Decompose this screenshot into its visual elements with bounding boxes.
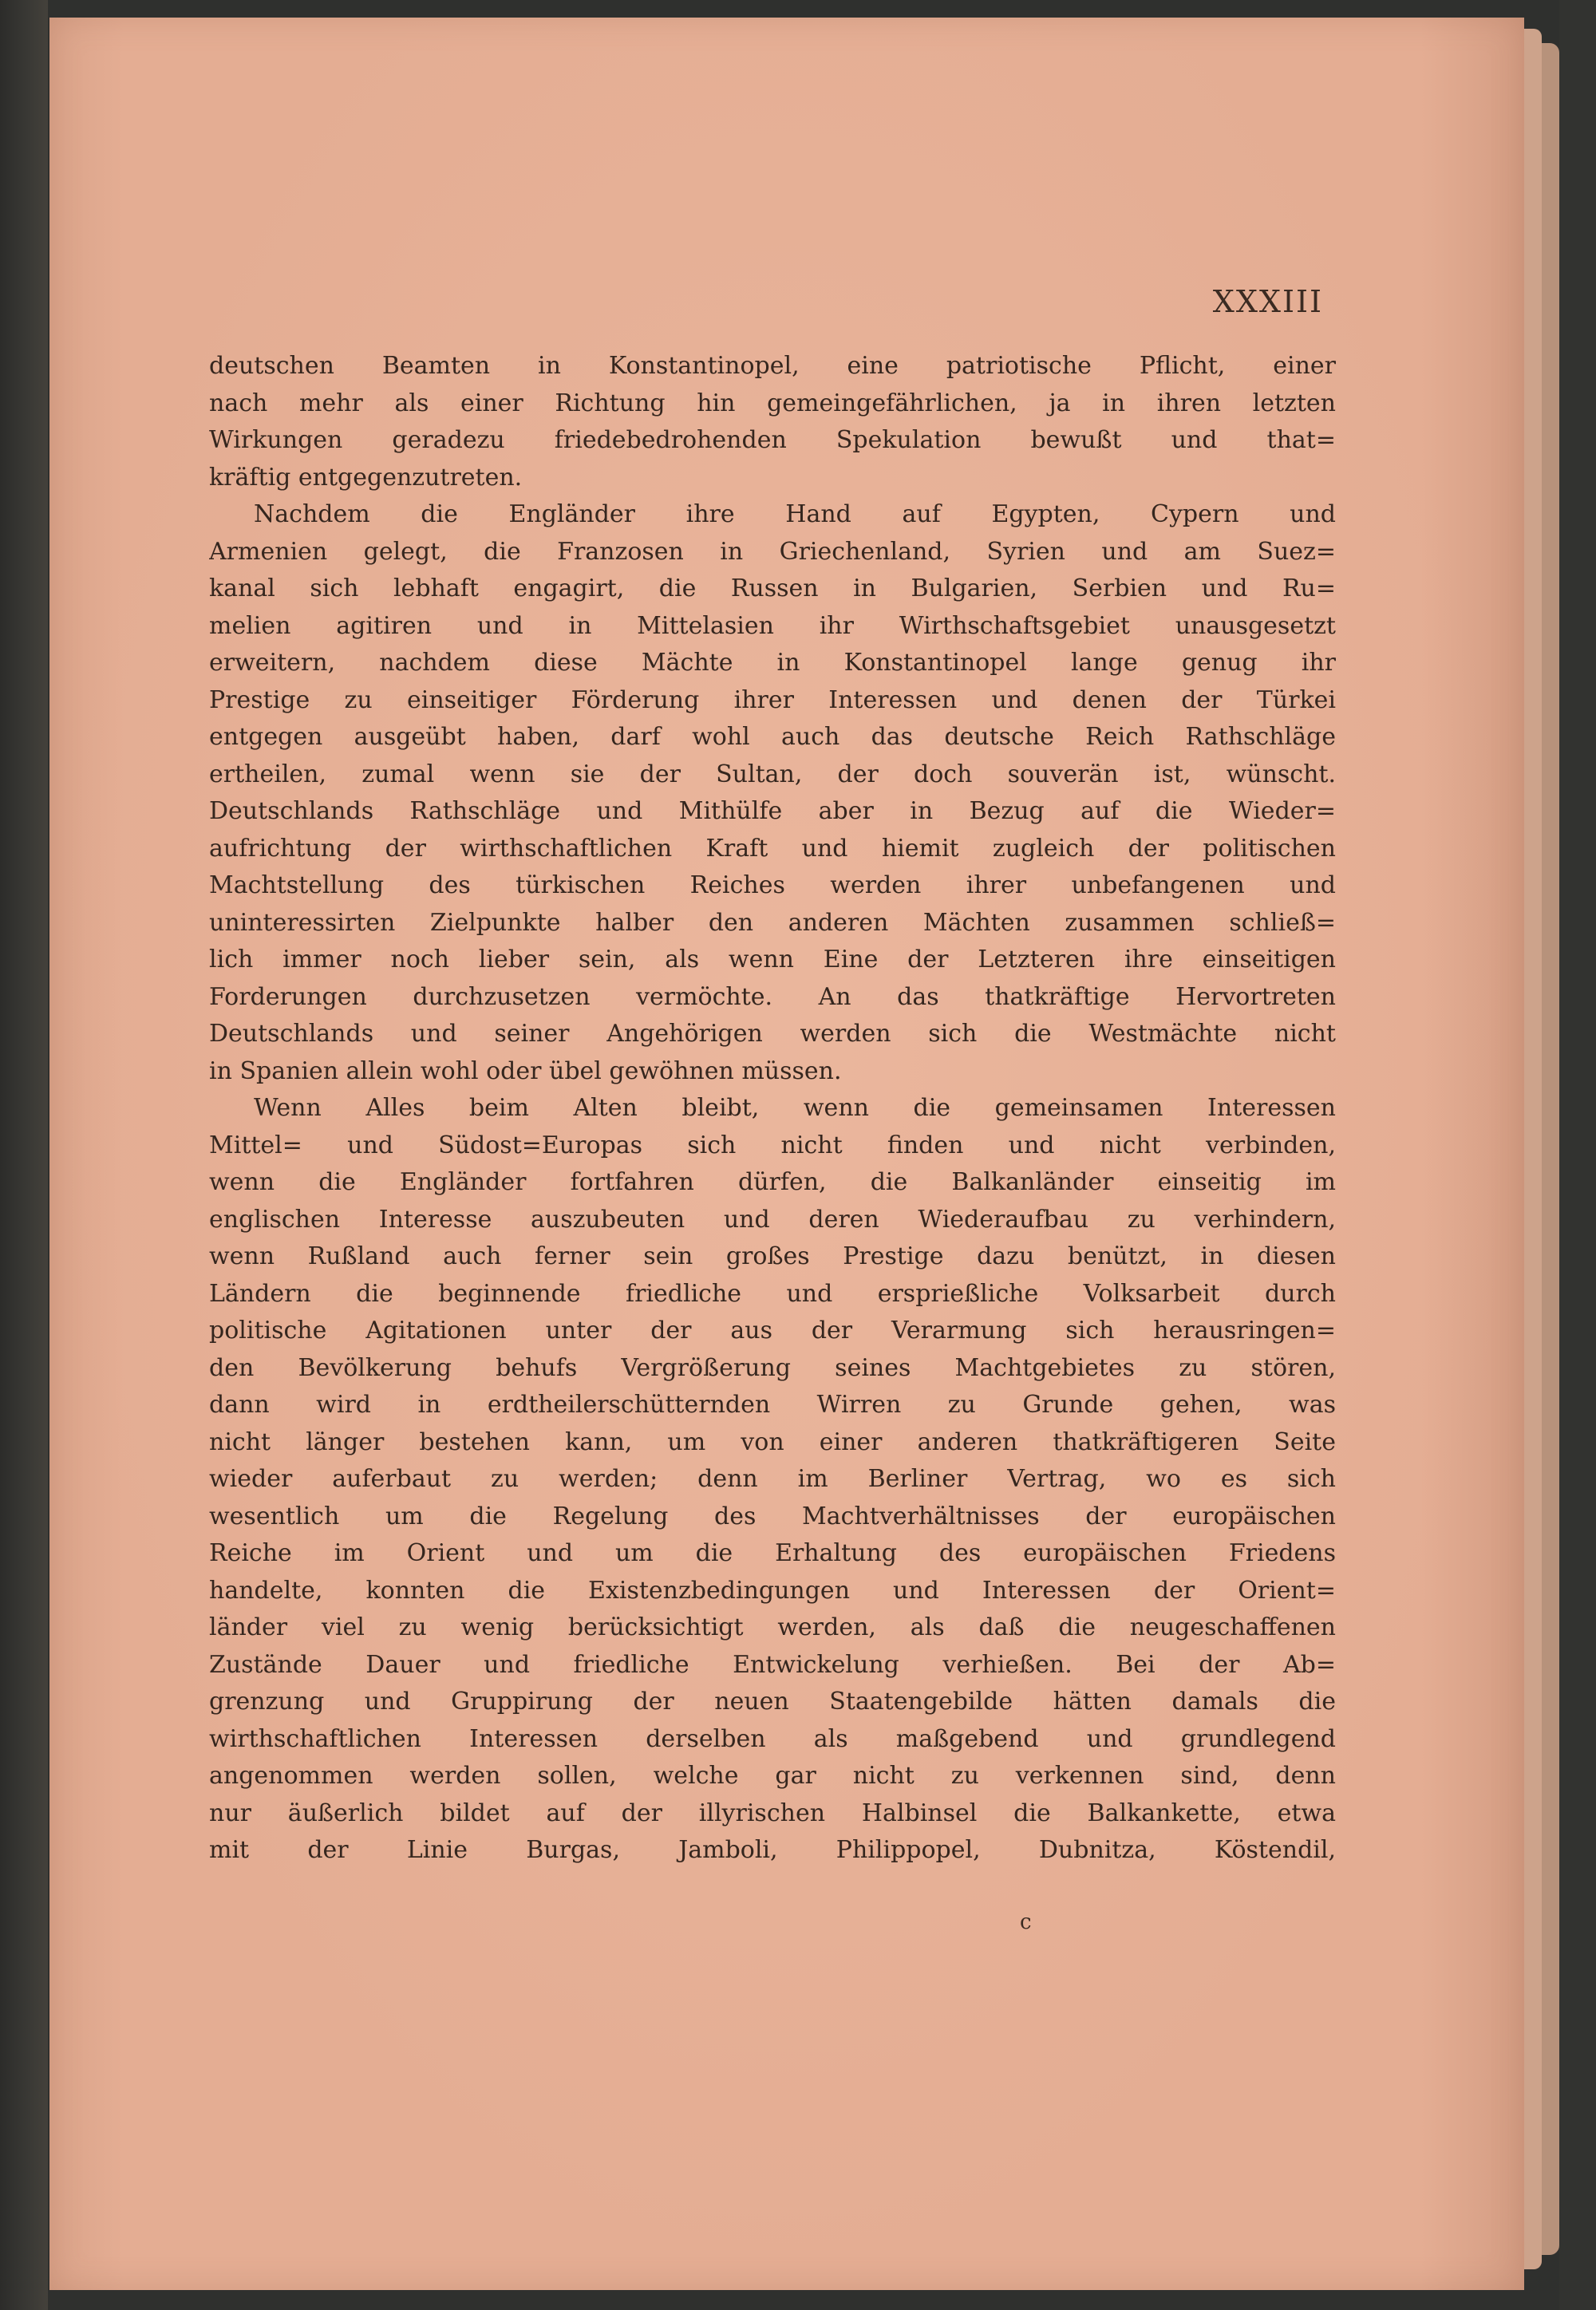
signature-mark: c	[1020, 1910, 1032, 1934]
text-line: lich immer noch lieber sein, als wenn Eine der Letzteren ihre einseitigen	[209, 946, 1336, 973]
text-line: erweitern, nachdem diese Mächte in Konstantinopel lange genug ihr	[209, 649, 1336, 677]
text-line: kräftig entgegenzutreten.	[209, 463, 523, 492]
text-line: Mittel= und Südost=Europas sich nicht finden und nicht verbinden,	[209, 1131, 1336, 1159]
text-line: aufrichtung der wirthschaftlichen Kraft und hiemit zugleich der politischen	[209, 834, 1336, 863]
text-line: länder viel zu wenig berücksichtigt werden, als daß die neugeschaffenen	[209, 1613, 1336, 1641]
text-line: Deutschlands und seiner Angehörigen werden sich die Westmächte nicht	[209, 1020, 1336, 1048]
body-text	[209, 348, 1336, 1870]
text-line: Prestige zu einseitiger Förderung ihrer Interessen und denen der Türkei	[209, 685, 1336, 714]
text-line: Forderungen durchzusetzen vermöchte. An das thatkräftige Hervortreten	[209, 982, 1336, 1011]
text-line: Deutschlands Rathschläge und Mithülfe aber in Bezug auf die Wieder=	[209, 797, 1336, 825]
paragraph-start-line: Nachdem die Engländer ihre Hand auf Egypten, Cypern und	[254, 500, 1336, 528]
text-line: englischen Interesse auszubeuten und deren Wiederaufbau zu verhindern,	[209, 1205, 1336, 1234]
text-line: kanal sich lebhaft engagirt, die Russen in Bulgarien, Serbien und Ru=	[209, 575, 1336, 602]
text-line: Armenien gelegt, die Franzosen in Griechenland, Syrien und am Suez=	[209, 537, 1336, 566]
text-line: handelte, konnten die Existenzbedingungen und Interessen der Orient=	[209, 1576, 1336, 1605]
text-line: entgegen ausgeübt haben, darf wohl auch das deutsche Reich Rathschläge	[209, 723, 1336, 751]
text-line: ertheilen, zumal wenn sie der Sultan, der doch souverän ist, wünscht.	[209, 760, 1336, 788]
text-line: wenn Rußland auch ferner sein großes Prestige dazu benützt, in diesen	[209, 1242, 1336, 1270]
text-line: Zustände Dauer und friedliche Entwickelung verhießen. Bei der Ab=	[209, 1650, 1336, 1679]
text-line: dann wird in erdtheilerschütternden Wirren zu Grunde gehen, was	[209, 1391, 1336, 1419]
text-line: grenzung und Gruppirung der neuen Staatengebilde hätten damals die	[209, 1688, 1336, 1716]
text-line: deutschen Beamten in Konstantinopel, eine patriotische Pflicht, einer	[209, 352, 1336, 380]
text-line: melien agitiren und in Mittelasien ihr Wirthschaftsgebiet unausgesetzt	[209, 611, 1336, 640]
page-stack-edge-inner	[1523, 29, 1542, 2269]
scan-background-left	[0, 0, 48, 2310]
text-line: Wirkungen geradezu friedebedrohenden Spekulation bewußt und that=	[209, 426, 1336, 454]
paragraph-start-line: Wenn Alles beim Alten bleibt, wenn die gemeinsamen Interessen	[254, 1094, 1336, 1122]
text-line: Reiche im Orient und um die Erhaltung des europäischen Friedens	[209, 1539, 1336, 1567]
text-line: wirthschaftlichen Interessen derselben als maßgebend und grundlegend	[209, 1724, 1336, 1753]
text-line: in Spanien allein wohl oder übel gewöhnen müssen.	[209, 1056, 842, 1085]
text-line: nicht länger bestehen kann, um von einer anderen thatkräftigeren Seite	[209, 1427, 1336, 1456]
text-line: den Bevölkerung behufs Vergrößerung seines Machtgebietes zu stören,	[209, 1353, 1336, 1382]
text-line: wesentlich um die Regelung des Machtverhältnisses der europäischen	[209, 1502, 1336, 1530]
text-line: Ländern die beginnende friedliche und ersprießliche Volksarbeit durch	[209, 1279, 1336, 1308]
text-line: Machtstellung des türkischen Reiches werden ihrer unbefangenen und	[209, 871, 1336, 899]
text-line: uninteressirten Zielpunkte halber den anderen Mächten zusammen schließ=	[209, 908, 1336, 937]
text-line: mit der Linie Burgas, Jamboli, Philippopel, Dubnitza, Köstendil,	[209, 1836, 1336, 1864]
text-line: nur äußerlich bildet auf der illyrischen Halbinsel die Balkankette, etwa	[209, 1799, 1336, 1827]
text-line: wieder auferbaut zu werden; denn im Berliner Vertrag, wo es sich	[209, 1465, 1336, 1493]
page-number: XXXIII	[1212, 284, 1323, 319]
text-line: angenommen werden sollen, welche gar nicht zu verkennen sind, denn	[209, 1762, 1336, 1790]
text-line: politische Agitationen unter der aus der Verarmung sich herausringen=	[209, 1317, 1336, 1345]
text-line: nach mehr als einer Richtung hin gemeingefährlichen, ja in ihren letzten	[209, 389, 1336, 417]
scan-background-right	[1559, 0, 1596, 2310]
text-line: wenn die Engländer fortfahren dürfen, die Balkanländer einseitig im	[209, 1168, 1336, 1196]
